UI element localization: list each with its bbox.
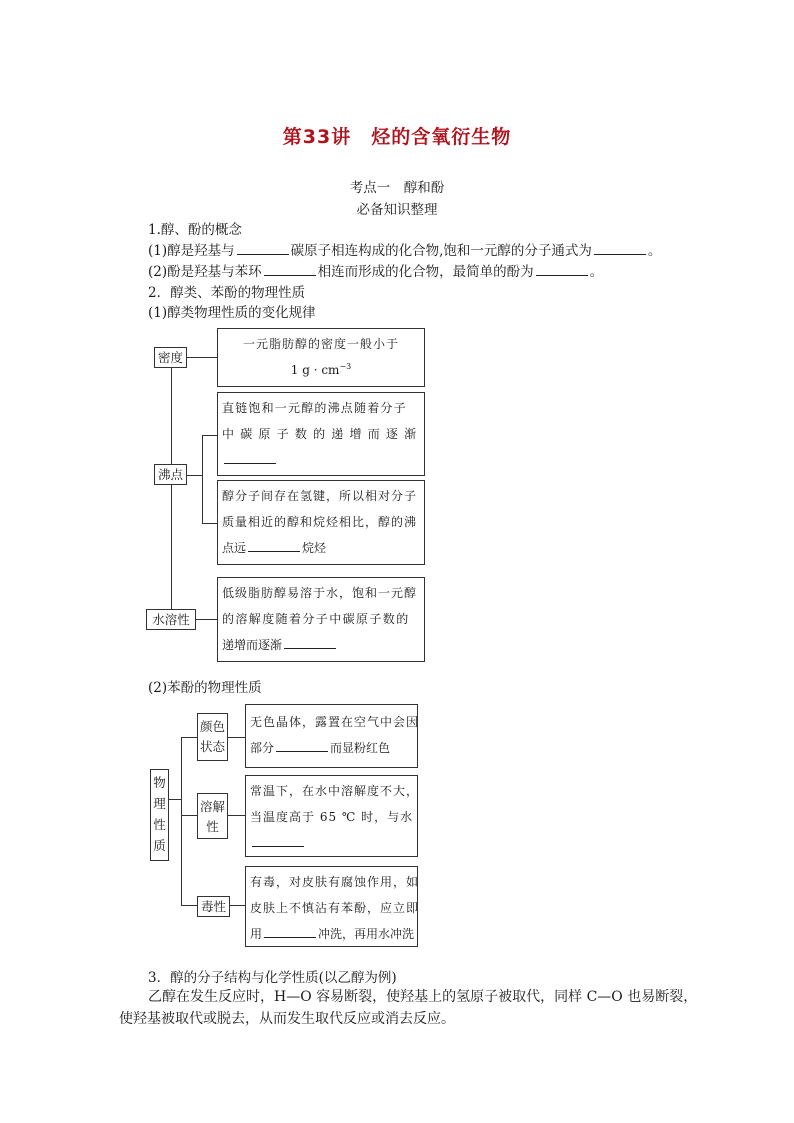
concept-phenol: (2)酚是羟基与苯环 相连而形成的化合物，最简单的酚为 。 <box>148 264 604 280</box>
answer-blank[interactable] <box>224 451 276 464</box>
answer-blank[interactable] <box>237 242 289 255</box>
heading-alcohol-physical: (1)醇类物理性质的变化规律 <box>148 305 316 321</box>
boiling-point-box-1: 直链饱和一元醇的沸点随着分子 中 碳 原 子 数 的 递 增 而 逐 渐 <box>217 392 425 476</box>
density-box: 一元脂肪醇的密度一般小于 1 $g \cdot cm^{-3}$ <box>217 328 425 387</box>
toxicity-box: 有毒，对皮肤有腐蚀作用，如 皮肤上不慎沾有苯酚，应立即 用 冲洗，再用水冲洗 <box>245 866 418 947</box>
boiling-point-label: 沸点 <box>154 464 187 485</box>
heading-phenol-physical: (2)苯酚的物理性质 <box>148 680 262 696</box>
heading-concepts: 1.醇、酚的概念 <box>148 222 242 238</box>
answer-blank[interactable] <box>594 242 646 255</box>
boiling-point-box-2: 醇分子间存在氢键，所以相对分子 质量相近的醇和烷烃相比，醇的沸 点远 烷烃 <box>217 480 425 565</box>
answer-blank[interactable] <box>252 834 304 847</box>
concept-alcohol: (1)醇是羟基与 碳原子相连构成的化合物,饱和一元醇的分子通式为 。 <box>148 243 662 259</box>
toxicity-label: 毒性 <box>197 896 230 917</box>
water-solubility-box: 低级脂肪醇易溶于水，饱和一元醇 的溶解度随着分子中碳原子数的 递增而逐渐 <box>217 577 425 662</box>
density-label: 密度 <box>154 347 187 368</box>
solubility-box: 常温下，在水中溶解度不大， 当温度高于 65 ℃ 时，与水 <box>245 775 418 857</box>
paragraph-line-1: 乙醇在发生反应时，H—O 容易断裂，使羟基上的氢原子被取代，同样 C—O 也易断裂， <box>148 989 698 1005</box>
paragraph-line-2: 使羟基被取代或脱去，从而发生取代反应或消去反应。 <box>119 1011 455 1027</box>
answer-blank[interactable] <box>264 925 316 938</box>
color-state-box: 无色晶体，露置在空气中会因 部分 而显粉红色 <box>245 704 418 768</box>
color-state-label: 颜色 状态 <box>197 713 228 761</box>
page-title: 第33讲 烃的含氧衍生物 <box>282 126 512 148</box>
answer-blank[interactable] <box>264 263 316 276</box>
water-solubility-label: 水溶性 <box>146 609 196 630</box>
heading-physical: 2．醇类、苯酚的物理性质 <box>148 285 306 301</box>
physical-properties-label: 物 理 性 质 <box>150 769 169 861</box>
subsection-heading: 必备知识整理 <box>356 202 438 218</box>
answer-blank[interactable] <box>248 539 300 552</box>
solubility-label: 溶解 性 <box>197 793 228 839</box>
answer-blank[interactable] <box>284 636 336 649</box>
answer-blank[interactable] <box>276 739 328 752</box>
heading-structure-chemistry: 3．醇的分子结构与化学性质(以乙醇为例) <box>148 970 397 986</box>
answer-blank[interactable] <box>536 263 588 276</box>
section-heading: 考点一 醇和酚 <box>349 180 445 196</box>
